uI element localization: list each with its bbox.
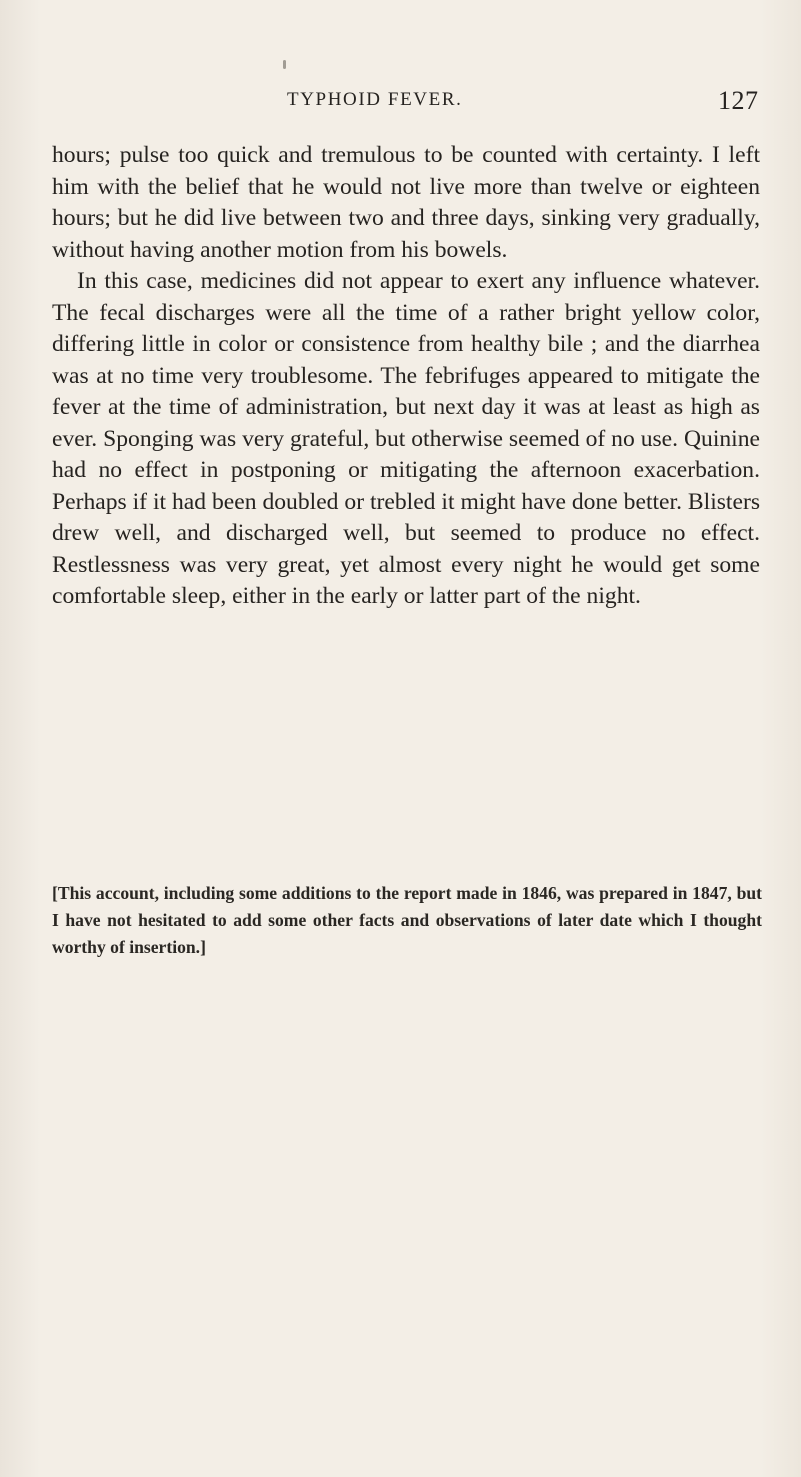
paragraph-continued: hours; pulse too quick and tremulous to be counted with certainty. I left him with the belief that he would not live more than twelve or eighteen hours; but he did live between two and three days, sinking very gradually, without having another motion from his bowels. (52, 142, 760, 263)
page-number: 127 (718, 86, 759, 115)
body-text (52, 140, 760, 613)
running-head (0, 86, 801, 120)
editorial-note (52, 880, 762, 961)
editorial-note-text: [This account, including some additions to the report made in 1846, was prepared in 1847, but I have not hesitated to add some other facts and observations of later date which I thought worthy of insertion.] (52, 883, 762, 957)
running-title: TYPHOID FEVER. (287, 89, 463, 110)
paragraph-treatment: In this case, medicines did not appear to exert any influence whatever. The fecal discharges were all the time of a rather bright yellow color, differing little in color or consistence from healthy bile ; and the diarrhea was at no time very troublesome. The febrifuges appeared to mitigate the fever at the time of administration, but next day it was at least as high as ever. Sponging was very grateful, but otherwise seemed of no use. Quinine had no effect in postponing or mitigating the afternoon exacerbation. Perhaps if it had been doubled or trebled it might have done better. Blisters drew well, and discharged well, but seemed to produce no effect. Restlessness was very great, yet almost every night he would get some comfortable sleep, either in the early or latter part of the night. (52, 268, 760, 609)
print-speck (283, 60, 286, 69)
